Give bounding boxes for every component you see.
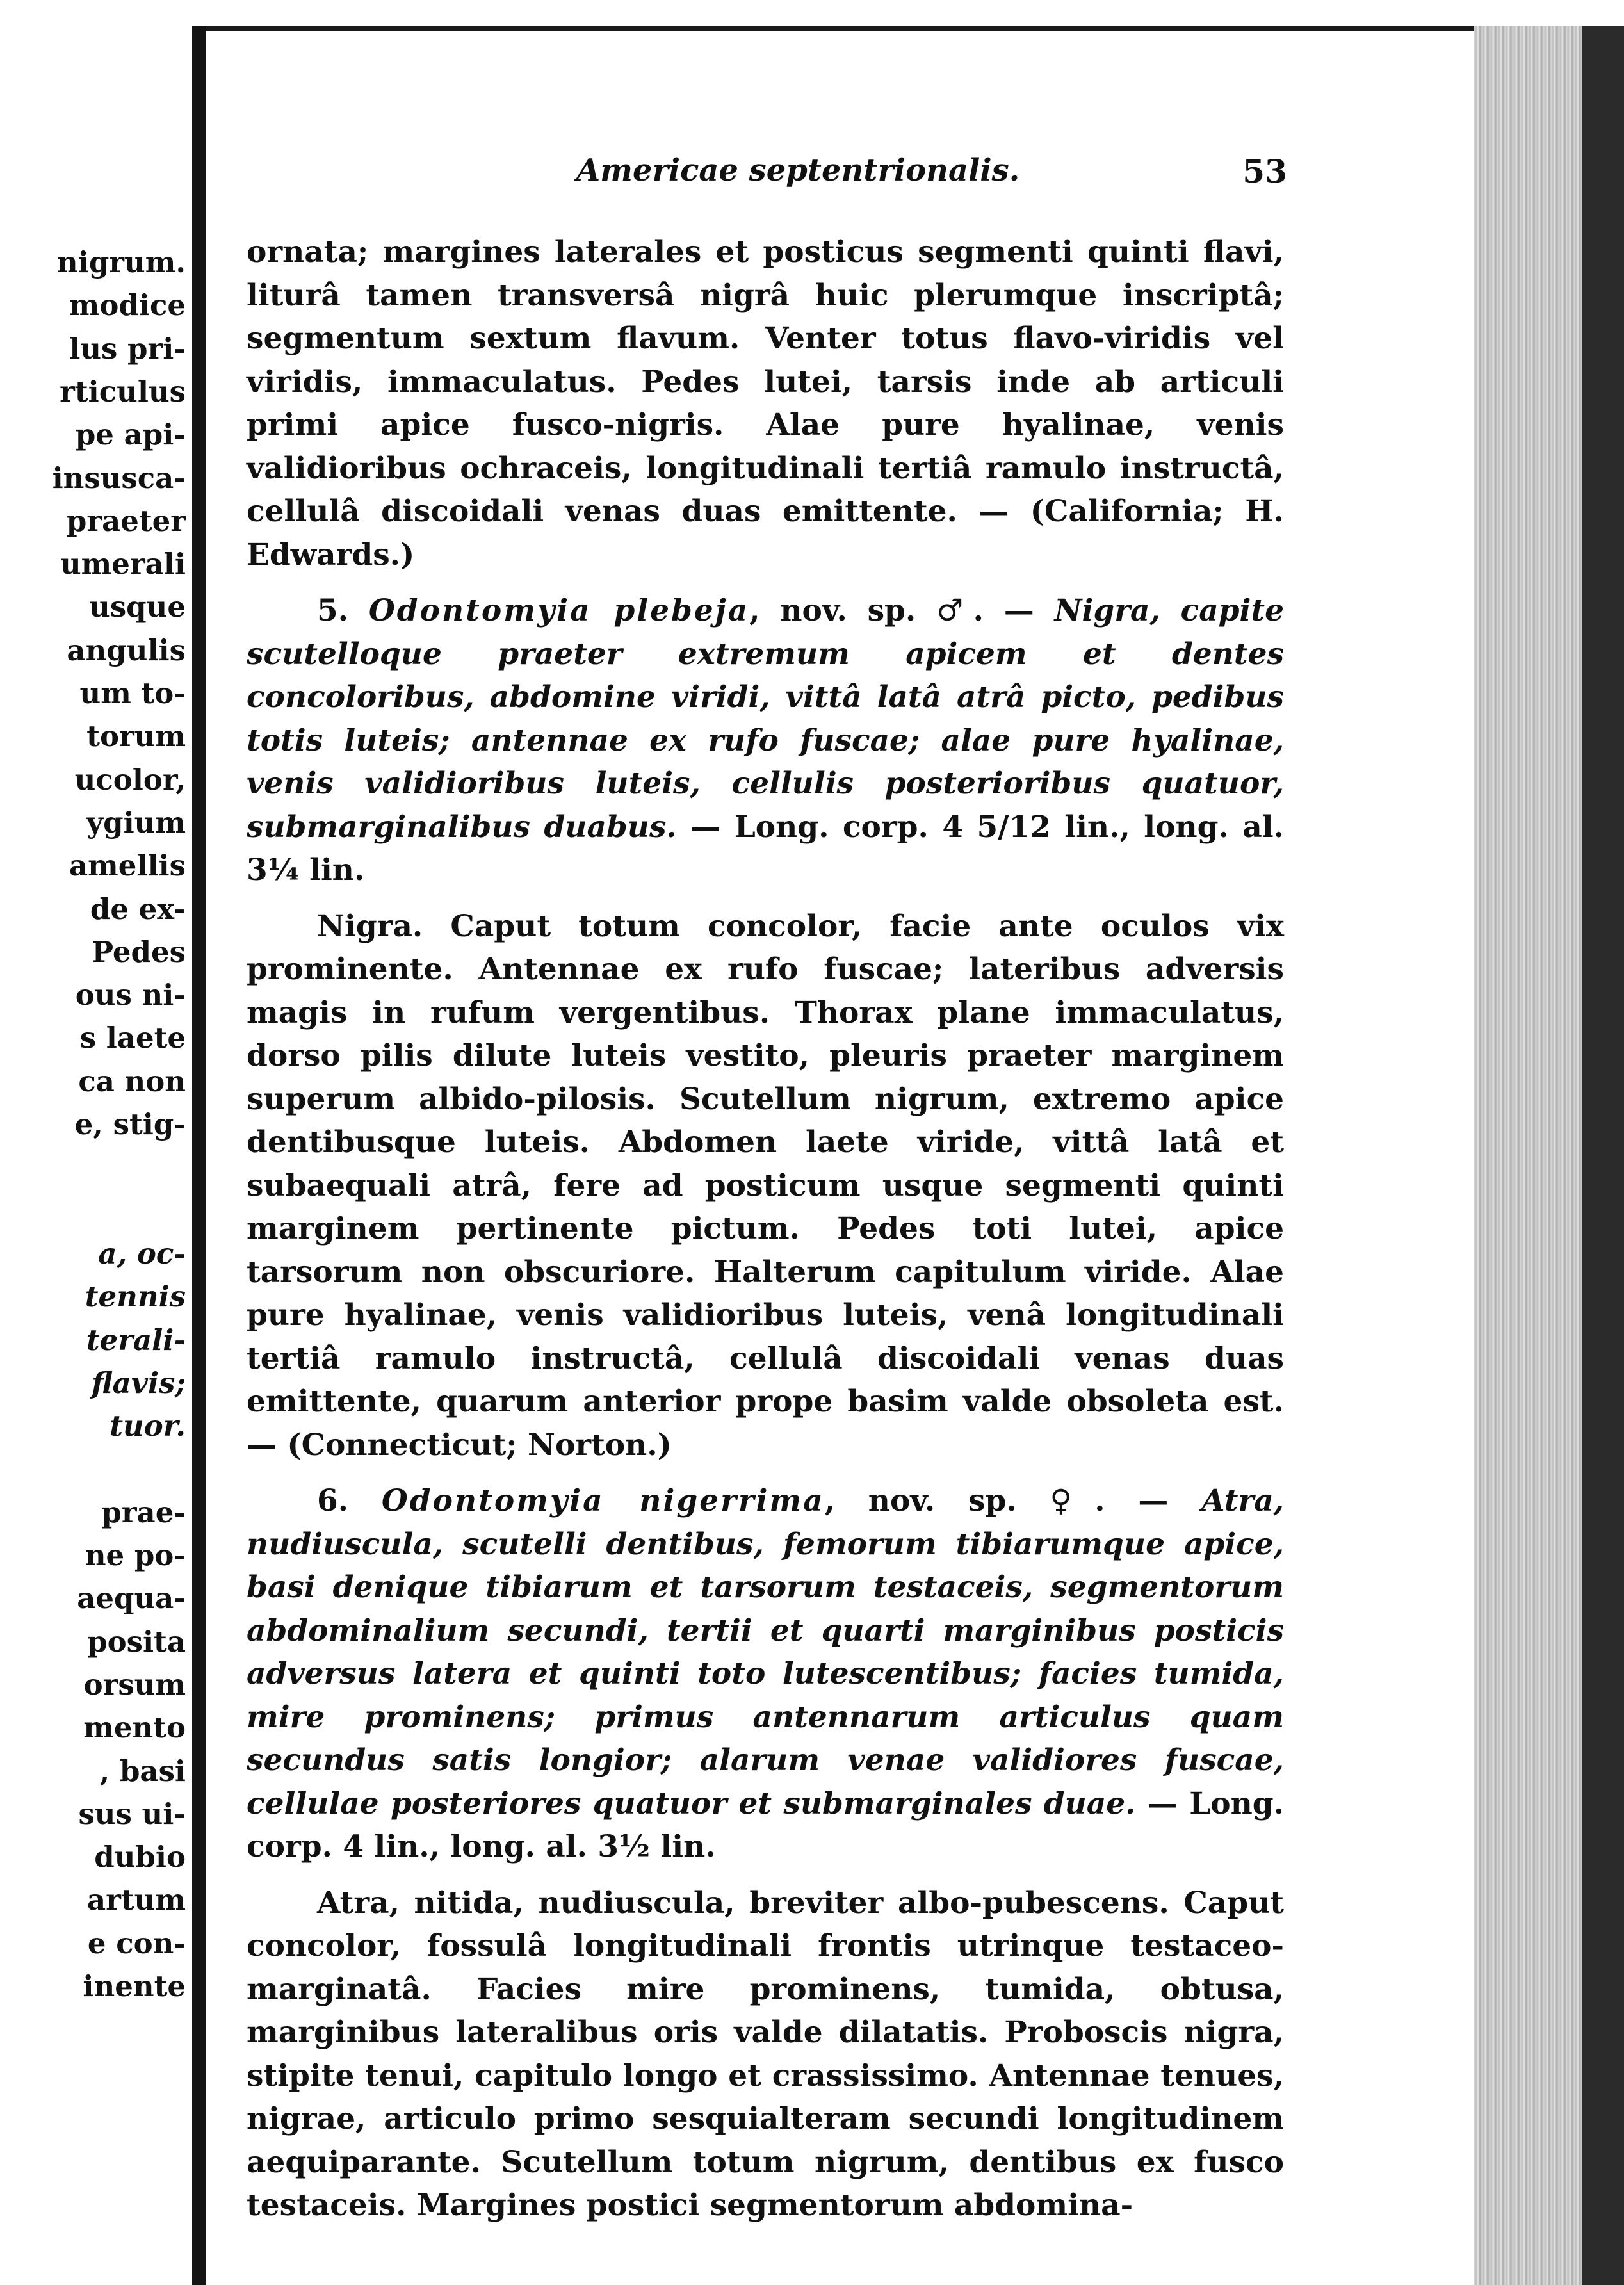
entry-number: 6. [317, 1483, 349, 1518]
facing-page-line: angulis [67, 633, 186, 667]
facing-page-line: praeter [66, 503, 186, 538]
facing-page-line: e, stig- [74, 1107, 186, 1141]
facing-page-line: mento [83, 1711, 186, 1745]
facing-page-line: umerali [60, 547, 186, 581]
facing-page-line: , basi [99, 1753, 186, 1788]
species-name: Odontomyia plebeja [368, 593, 750, 628]
entry-number: 5. [317, 593, 349, 628]
facing-page-line: tuor. [110, 1409, 186, 1443]
species-designation: , nov. sp. ♂. — [749, 593, 1055, 628]
book-gutter [192, 26, 206, 2285]
facing-page-line: de ex- [90, 891, 186, 926]
description-plebeja: Nigra. Caput totum concolor, facie ante oculos vix prominente. Antennae ex rufo fuscae; lateribus adversis magis in rufum vergentibus. Thorax plane immaculatus, dorso pilis dilute luteis vestito, pleuris praeter marginem superum albido-pilosis. Scutellum nigrum, extremo apice dentibusque luteis. Abdomen laete viride, vittâ latâ et subaequali atrâ, fere ad posticum usque segmenti quinti marginem pertinente pictum. Pedes toti lutei, apice tarsorum non obscuriore. Halterum capitulum viride. Alae pure hyalinae, venis validioribus luteis, venâ longitudinali tertiâ ramulo instructâ, cellulâ discoidali venas duas emittente, quarum anterior prope basim valde obsoleta est. — (Connecticut; Norton.) [247, 908, 1284, 1463]
facing-page-line: nigrum. [57, 245, 186, 279]
facing-page-line: ne po- [85, 1538, 186, 1572]
facing-page-line: s laete [79, 1021, 186, 1055]
facing-page-line: ca non [78, 1064, 186, 1098]
facing-page-line: ygium [86, 805, 186, 840]
facing-page-line: Pedes [92, 934, 186, 969]
facing-page-line: artum [87, 1883, 186, 1917]
facing-page-line: inente [83, 1969, 186, 2003]
paragraph-continuation: ornata; margines laterales et posticus segmenti quinti flavi, liturâ tamen transversâ nigrâ huic plerumque inscriptâ; segmentum sextum flavum. Venter totus flavo-viridis vel viridis, immaculatus. Pedes lutei, tarsis inde ab articuli primi apice fusco-nigris. Alae pure hyalinae, venis validioribus ochraceis, longitudinali tertiâ ramulo instructâ, cellulâ discoidali venas duas emittente. — (California; H. Edwards.) [247, 234, 1284, 573]
species-entry-plebeja [247, 589, 1284, 892]
facing-page-line: terali- [86, 1322, 186, 1357]
facing-page-line: tennis [85, 1280, 186, 1314]
facing-page-line: prae- [101, 1495, 186, 1529]
species-designation: , nov. sp. ♀. — [824, 1483, 1202, 1518]
species-measurements: — Long. corp. 4 5/12 lin., long. al. 3¼ lin. [247, 809, 1284, 888]
facing-page-line: aequa- [77, 1581, 186, 1616]
page-top-edge [206, 26, 1474, 31]
species-diagnosis: Nigra, capite scutelloque praeter extremum apicem et dentes concoloribus, abdomine viridi, vittâ latâ atrâ picto, pedibus totis luteis; antennae ex rufo fuscae; alae pure hyalinae, venis validioribus luteis, cellulis posterioribus quatuor, submarginalibus duabus. [247, 593, 1284, 845]
facing-page-line: lus pri- [69, 331, 186, 366]
facing-page-line: e con- [87, 1926, 186, 1960]
facing-page-line: ous ni- [75, 978, 186, 1012]
facing-page-line: a, oc- [98, 1236, 186, 1271]
scan-border [1582, 26, 1624, 2285]
facing-page-line: posita [87, 1624, 186, 1659]
running-title: Americae septentrionalis. [576, 152, 1020, 188]
species-diagnosis: Atra, nudiuscula, scutelli dentibus, femorum tibiarumque apice, basi denique tibiarum et tarsorum testaceis, segmentorum abdominalium secundi, tertii et quarti marginibus posticis adversus latera et quinti toto lutescentibus; facies tumida, mire prominens; primus antennarum articulus quam secundus satis longior; alarum venae validiores fuscae, cellulae posteriores quatuor et submarginales duae. [247, 1483, 1285, 1821]
species-entry-nigerrima [247, 1479, 1284, 1869]
facing-page-line: ucolor, [74, 762, 186, 797]
facing-page-line: dubio [94, 1840, 186, 1874]
description-nigerrima: Atra, nitida, nudiuscula, breviter albo-pubescens. Caput concolor, fossulâ longitudinali frontis utrinque testaceo-marginatâ. Facies mire prominens, tumida, obtusa, marginibus lateralibus oris valde dilatatis. Proboscis nigra, stipite tenui, capitulo longo et crassissimo. Antennae tenues, nigrae, articulo primo sesquialteram secundi longitudinem aequiparante. Scutellum totum nigrum, dentibus ex fusco testaceis. Margines postici segmentorum abdomina- [247, 1885, 1284, 2223]
facing-page-line: amellis [69, 849, 186, 883]
facing-page-line: sus ui- [78, 1796, 186, 1831]
facing-page-line: modice [69, 288, 186, 323]
species-name: Odontomyia nigerrima [381, 1483, 825, 1518]
page-body [247, 231, 1284, 2240]
facing-page-line: torum [86, 719, 186, 754]
facing-page-line: pe api- [75, 418, 186, 452]
facing-page-line: flavis; [91, 1365, 186, 1400]
facing-page-line: usque [89, 590, 186, 624]
page-header [576, 152, 1287, 204]
page-number: 53 [1242, 152, 1287, 190]
facing-page-line: rticulus [60, 374, 186, 409]
facing-page-line: orsum [83, 1667, 186, 1702]
species-measurements: — Long. corp. 4 lin., long. al. 3½ lin. [247, 1785, 1284, 1864]
facing-page-line: insusca- [52, 460, 186, 495]
facing-page-line: um to- [79, 676, 186, 710]
